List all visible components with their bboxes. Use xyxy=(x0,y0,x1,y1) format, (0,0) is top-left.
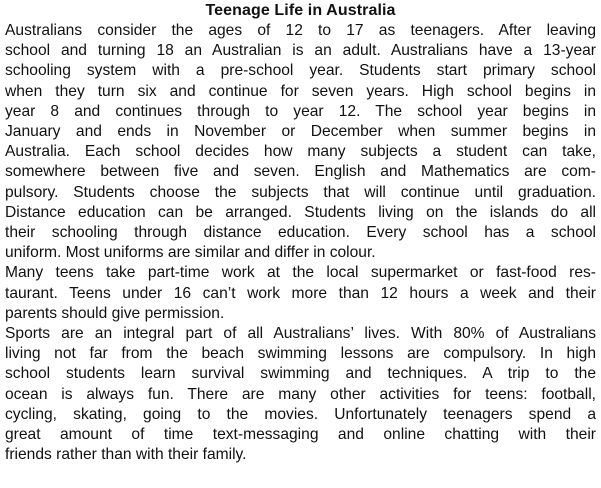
text-line: Sports are an integral part of all Australians’ lives. With 80% of Australians xyxy=(5,325,596,343)
document xyxy=(5,0,596,465)
text-line: school and turning 18 an Australian is an adult. Australians have a 13-year xyxy=(5,42,596,60)
text-line: year 8 and continues through to year 12. The school year begins in xyxy=(5,102,596,120)
text-line: Australians consider the ages of 12 to 17 as teenagers. After leaving xyxy=(5,22,596,39)
paragraph-3 xyxy=(5,324,596,465)
paragraph-2 xyxy=(5,263,596,324)
text-line: school students learn survival swimming and techniques. A trip to the xyxy=(5,365,596,383)
text-line: January and ends in November or December when summer begins in xyxy=(5,123,596,141)
document-title: Teenage Life in Australia xyxy=(205,2,396,19)
text-line: Many teens take part-time work at the local supermarket or fast-food res- xyxy=(5,264,596,282)
text-line: Distance education can be arranged. Students living on the islands do all xyxy=(5,203,596,221)
text-line: uniform. Most uniforms are similar and differ in colour. xyxy=(5,244,376,262)
text-line: somewhere between five and seven. English and Mathematics are com- xyxy=(5,163,596,181)
text-line: ocean is always fun. There are many other activities for teens: football, xyxy=(5,385,596,403)
text-line: taurant. Teens under 16 can’t work more than 12 hours a week and their xyxy=(5,284,596,302)
text-line: schooling system with a pre-school year. Students start primary school xyxy=(5,62,596,80)
text-line: living not far from the beach swimming lessons are compulsory. In high xyxy=(5,345,596,363)
text-line: pulsory. Students choose the subjects that will continue until graduation. xyxy=(5,183,596,201)
text-line: cycling, skating, going to the movies. Unfortunately teenagers spend a xyxy=(5,405,596,423)
text-line: their schooling through distance education. Every school has a school xyxy=(5,224,596,242)
text-line: friends rather than with their family. xyxy=(5,446,247,464)
text-line: when they turn six and continue for seven years. High school begins in xyxy=(5,82,596,100)
text-line: great amount of time text-messaging and online chatting with their xyxy=(5,426,596,444)
text-line: parents should give permission. xyxy=(5,304,225,322)
paragraph-1 xyxy=(5,21,596,263)
text-line: Australia. Each school decides how many subjects a student can take, xyxy=(5,143,596,161)
